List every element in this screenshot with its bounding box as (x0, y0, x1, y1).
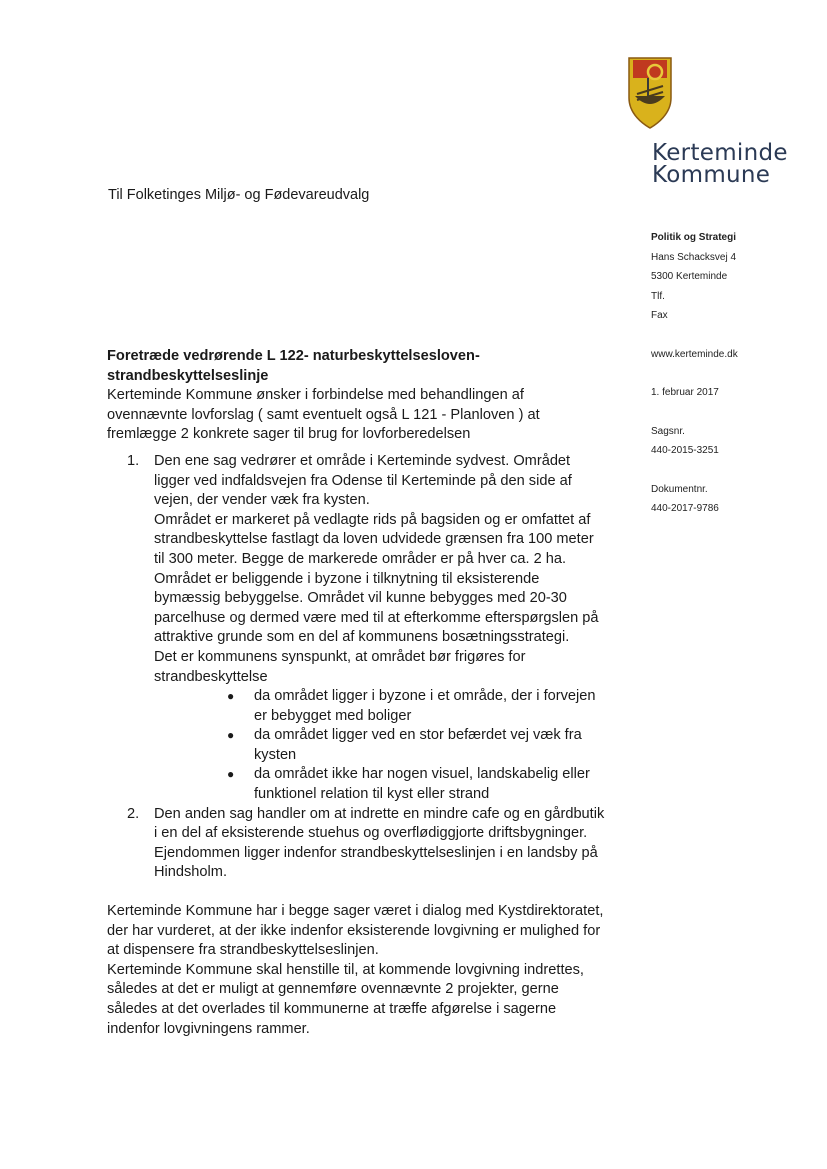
item1-paragraph: Området er beliggende i byzone i tilknytning til eksisterende bymæssig bebyggelse. Området vil kunne bebygges med 20-30 parcelhuse og dermed være med til at efterkomme efterspørgslen på attraktive grunde som en del af kommunens bosætningsstrategi. (154, 570, 599, 646)
address: Hans Schacksvej 4 (651, 251, 737, 263)
item1-paragraph: Den ene sag vedrører et område i Kerteminde sydvest. Området ligger ved indfaldsvejen fra Odense til Kerteminde på den side af vejen, der vender væk fra kysten. (154, 452, 572, 509)
kerteminde-coat-of-arms-icon (627, 56, 673, 130)
item1-paragraph: Området er markeret på vedlagte rids på bagsiden og er omfattet af strandbeskyttelse fastlagt da loven udvidede grænsen fra 100 meter til 300 meter. Begge de markerede områder er på hver ca. 2 ha. (154, 511, 594, 567)
website-link[interactable]: www.kerteminde.dk (651, 348, 738, 360)
bullet-icon: ● (227, 689, 235, 704)
case-number: 440-2015-3251 (651, 445, 719, 456)
municipality-name-line2: Kommune (652, 162, 771, 188)
fax: Fax (651, 310, 668, 321)
list-item: ● da området ligger i byzone i et område, der i forvejen er bebygget med boliger (227, 688, 596, 724)
municipality-name-line1: Kerteminde (652, 140, 788, 166)
phone: Tlf. (651, 290, 665, 302)
sender-info (651, 228, 738, 519)
item1-paragraph: Det er kommunens synspunkt, at området bør frigøres for strandbeskyttelse (154, 648, 526, 685)
case-number-label: Sagsnr. (651, 425, 685, 437)
item2-paragraph: Den anden sag handler om at indrette en mindre cafe og en gårdbutik i en del af eksisterende stuehus og overflødiggjorte driftsbygninger. (154, 805, 605, 842)
list-item (107, 452, 607, 805)
letter-date: 1. februar 2017 (651, 387, 719, 398)
recipient: Til Folketinges Miljø- og Fødevareudvalg (108, 187, 370, 203)
closing-paragraph: Kerteminde Kommune skal henstille til, at kommende lovgivning indrettes, således at det er muligt at gennemføre ovennævnte 2 projekter, gerne således at det overlades til kommunerne at træffe afgørelse i sagerne indenfor lovgivningens rammer. (107, 961, 584, 1037)
list-item: ● da området ikke har nogen visuel, landskabelig eller funktionel relation til kyst eller strand (227, 766, 590, 803)
city: 5300 Kerteminde (651, 271, 728, 282)
letter-heading: Foretræde vedrørende L 122- naturbeskyttelsesloven- strandbeskyttelseslinje (107, 348, 480, 384)
document-number-label: Dokumentnr. (651, 483, 708, 495)
letter-body (107, 347, 607, 1039)
department: Politik og Strategi (651, 232, 737, 243)
closing-paragraph: Kerteminde Kommune har i begge sager været i dialog med Kystdirektoratet, der har vurderet, at der ikke indenfor eksisterende lovgivning er mulighed for at dispensere fra strandbeskyttelseslinjen. (107, 903, 604, 959)
list-item (107, 805, 607, 883)
document-number: 440-2017-9786 (651, 503, 719, 514)
list-item: ● da området ligger ved en stor befærdet vej væk fra kysten (227, 727, 582, 763)
bullet-icon: ● (227, 728, 235, 743)
intro-paragraph: Kerteminde Kommune ønsker i forbindelse med behandlingen af ovennævnte lovforslag ( samt eventuelt også L 121 - Planloven ) at fremlægge 2 konkrete sager til brug for lovforberedelsen (107, 387, 540, 443)
reason-list (154, 687, 607, 805)
bullet-icon: ● (227, 767, 235, 782)
municipality-wordmark (652, 142, 788, 186)
case-list (107, 452, 607, 883)
list-number: 1. (127, 452, 140, 469)
list-number: 2. (127, 805, 140, 822)
item2-paragraph: Ejendommen ligger indenfor strandbeskyttelseslinjen i en landsby på Hindsholm. (154, 844, 598, 881)
